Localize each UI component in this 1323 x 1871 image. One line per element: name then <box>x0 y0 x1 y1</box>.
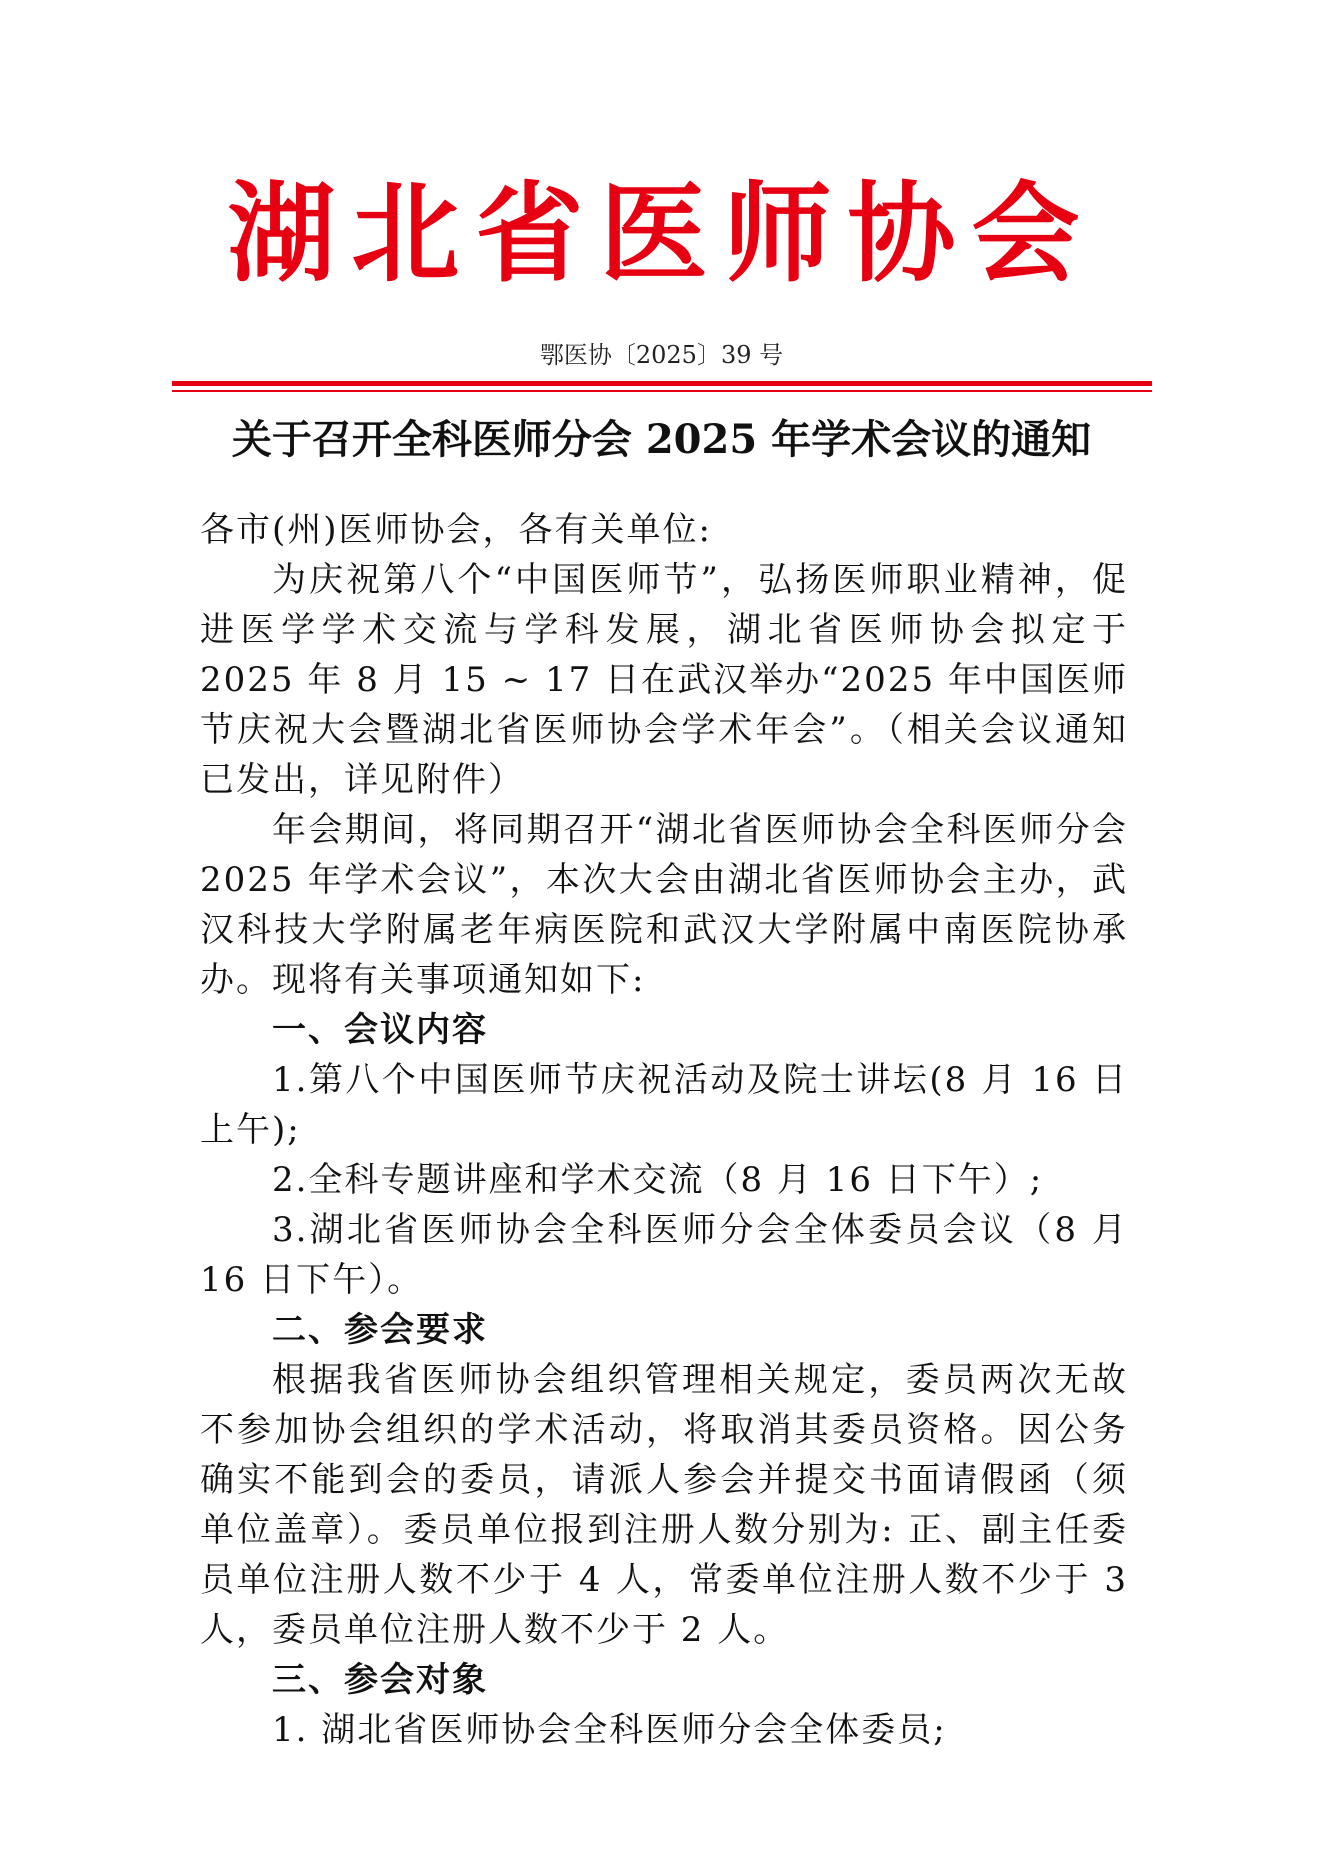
red-divider-thick <box>172 381 1152 386</box>
section-heading-attendees: 三、参会对象 <box>272 1660 488 1700</box>
salutation: 各市(州)医师协会，各有关单位: <box>200 510 712 550</box>
notice-title: 关于召开全科医师分会 2025 年学术会议的通知 <box>231 416 1092 463</box>
paragraph-requirements: 根据我省医师协会组织管理相关规定，委员两次无故不参加协会组织的学术活动，将取消其委员资格。因公务确实不能到会的委员，请派人参会并提交书面请假函（须单位盖章）。委员单位报到注册人数分别为: 正、副主任委员单位注册人数不少于 4 人，常委单位注册人数不少于 3 人，委员单位注册人数不少于 2 人。 <box>200 1360 1128 1650</box>
list-item: 2.全科专题讲座和学术交流（8 月 16 日下午）; <box>272 1160 1044 1200</box>
paragraph-intro: 为庆祝第八个“中国医师节”，弘扬医师职业精神，促进医学学术交流与学科发展，湖北省医师协会拟定于 2025 年 8 月 15 ~ 17 日在武汉举办“2025 年中国医师节庆祝大会暨湖北省医师协会学术年会”。（相关会议通知已发出，详见附件） <box>200 560 1128 800</box>
list-item: 1.第八个中国医师节庆祝活动及院士讲坛(8 月 16 日上午); <box>200 1060 1128 1150</box>
document-number: 鄂医协〔2025〕39 号 <box>539 341 784 369</box>
section-heading-content: 一、会议内容 <box>272 1010 488 1050</box>
paragraph-arrangement: 年会期间，将同期召开“湖北省医师协会全科医师分会 2025 年学术会议”，本次大会由湖北省医师协会主办，武汉科技大学附属老年病医院和武汉大学附属中南医院协承办。现将有关事项通知如下: <box>200 810 1128 1000</box>
red-divider-thin <box>172 390 1152 392</box>
section-heading-requirements: 二、参会要求 <box>272 1310 488 1350</box>
list-item: 1. 湖北省医师协会全科医师分会全体委员; <box>272 1710 947 1750</box>
document-body <box>200 505 1128 1755</box>
org-masthead: 湖北省医师协会 <box>227 172 1096 297</box>
list-item: 3.湖北省医师协会全科医师分会全体委员会议（8 月 16 日下午）。 <box>200 1210 1128 1300</box>
